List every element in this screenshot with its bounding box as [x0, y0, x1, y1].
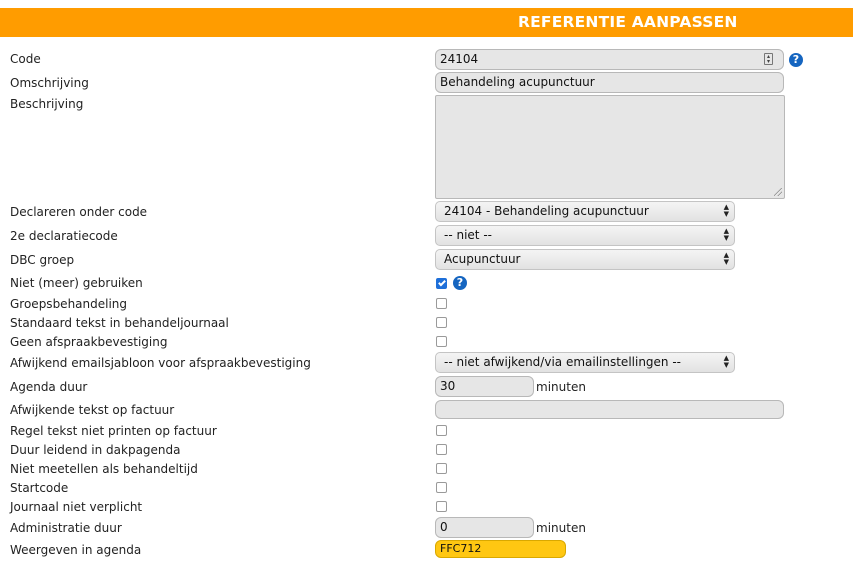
page-title: REFERENTIE AANPASSEN: [518, 13, 738, 31]
omschrijving-label: Omschrijving: [10, 76, 89, 90]
standaard-tekst-label: Standaard tekst in behandeljournaal: [10, 316, 229, 330]
checkmark-icon: [438, 279, 446, 287]
dbc-groep-label: DBC groep: [10, 253, 75, 267]
agenda-duur-unit: minuten: [536, 380, 586, 394]
declareren-value: 24104 - Behandeling acupunctuur: [444, 204, 649, 218]
agenda-duur-value: 30: [440, 379, 456, 393]
help-icon[interactable]: ?: [453, 276, 467, 290]
select-arrows-icon: ▲ ▼: [723, 203, 729, 218]
declaratiecode2-label: 2e declaratiecode: [10, 229, 118, 243]
niet-meetellen-checkbox[interactable]: [436, 463, 447, 474]
regel-tekst-checkbox[interactable]: [436, 425, 447, 436]
afwijkende-tekst-input[interactable]: [435, 400, 784, 419]
afwijkende-tekst-label: Afwijkende tekst op factuur: [10, 403, 175, 417]
niet-meetellen-label: Niet meetellen als behandeltijd: [10, 462, 198, 476]
geen-afspraakbevestiging-checkbox[interactable]: [436, 336, 447, 347]
regel-tekst-label: Regel tekst niet printen op factuur: [10, 424, 217, 438]
beschrijving-label: Beschrijving: [10, 97, 84, 111]
standaard-tekst-checkbox[interactable]: [436, 317, 447, 328]
emailsjabloon-select[interactable]: [435, 352, 735, 373]
select-arrows-icon: ▲ ▼: [723, 354, 729, 369]
declareren-select[interactable]: [435, 201, 735, 222]
emailsjabloon-label: Afwijkend emailsjabloon voor afspraakbevestiging: [10, 356, 311, 370]
administratie-duur-unit: minuten: [536, 521, 586, 535]
code-input[interactable]: [435, 49, 784, 70]
color-picker-input[interactable]: [435, 540, 566, 558]
niet-gebruiken-label: Niet (meer) gebruiken: [10, 276, 143, 290]
niet-gebruiken-checkbox[interactable]: [436, 278, 447, 289]
duur-leidend-label: Duur leidend in dakpagenda: [10, 443, 181, 457]
declaratiecode2-value: -- niet --: [444, 228, 492, 242]
administratie-duur-value: 0: [440, 520, 448, 534]
duur-leidend-checkbox[interactable]: [436, 444, 447, 455]
omschrijving-value: Behandeling acupunctuur: [440, 75, 595, 89]
color-value: FFC712: [440, 542, 482, 555]
declaratiecode2-select[interactable]: [435, 225, 735, 246]
omschrijving-input[interactable]: [435, 72, 784, 93]
declareren-label: Declareren onder code: [10, 205, 148, 219]
administratie-duur-label: Administratie duur: [10, 521, 122, 535]
help-icon[interactable]: ?: [789, 53, 803, 67]
administratie-duur-input[interactable]: [435, 517, 534, 538]
groepsbehandeling-label: Groepsbehandeling: [10, 297, 128, 311]
dbc-groep-select[interactable]: [435, 249, 735, 270]
beschrijving-textarea[interactable]: [435, 95, 785, 199]
groepsbehandeling-checkbox[interactable]: [436, 298, 447, 309]
dbc-groep-value: Acupunctuur: [444, 252, 521, 266]
emailsjabloon-value: -- niet afwijkend/via emailinstellingen --: [444, 355, 681, 369]
stepper-icon[interactable]: ▴ ▾: [764, 53, 773, 65]
startcode-checkbox[interactable]: [436, 482, 447, 493]
startcode-label: Startcode: [10, 481, 69, 495]
journaal-label: Journaal niet verplicht: [10, 500, 143, 514]
code-value: 24104: [440, 52, 479, 66]
agenda-duur-label: Agenda duur: [10, 380, 88, 394]
weergeven-agenda-label: Weergeven in agenda: [10, 543, 142, 557]
journaal-checkbox[interactable]: [436, 501, 447, 512]
geen-afspraakbevestiging-label: Geen afspraakbevestiging: [10, 335, 168, 349]
page-header: [0, 8, 853, 37]
resize-grip-icon[interactable]: [774, 188, 782, 196]
code-label: Code: [10, 52, 41, 66]
agenda-duur-input[interactable]: [435, 376, 534, 397]
select-arrows-icon: ▲ ▼: [723, 227, 729, 242]
select-arrows-icon: ▲ ▼: [723, 251, 729, 266]
